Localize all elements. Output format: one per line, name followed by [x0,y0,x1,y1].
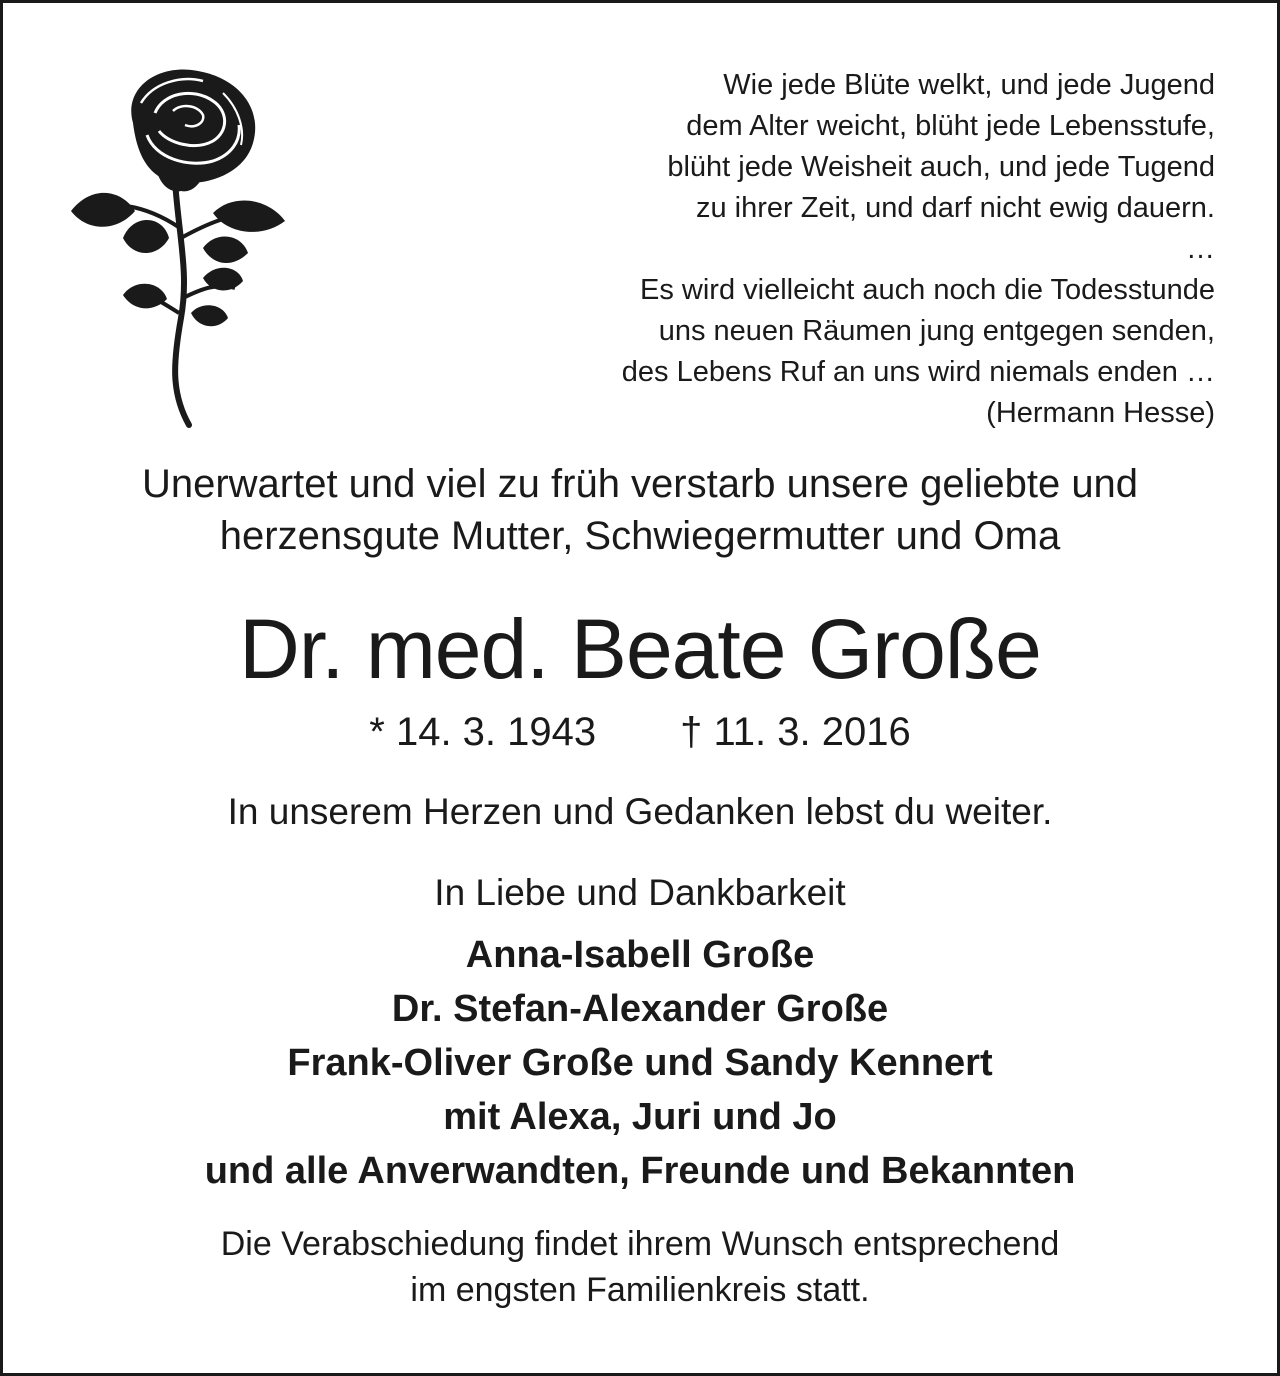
poem-author: (Hermann Hesse) [986,397,1215,429]
poem-line: des Lebens Ruf an uns wird niemals enden … [621,356,1215,388]
life-dates [3,707,1277,757]
poem-line: blüht jede Weisheit auch, und jede Tugend [667,151,1215,183]
death-date: † 11. 3. 2016 [680,710,911,754]
poem-line: dem Alter weicht, blüht jede Lebensstufe, [686,110,1215,142]
mourners-list [3,928,1277,1198]
mourner-name: Frank-Oliver Große und Sandy Kennert [287,1042,993,1084]
birth-date: * 14. 3. 1943 [369,710,597,754]
note-line-1: Die Verabschiedung findet ihrem Wunsch entsprechend [220,1225,1060,1263]
memorial-motto: In unserem Herzen und Gedanken lebst du weiter. [227,791,1053,832]
intro-text [3,458,1277,562]
poem-quote [515,65,1215,434]
poem-ellipsis: … [1186,233,1215,265]
poem-line: Es wird vielleicht auch noch die Todesstunde [640,274,1215,306]
note-line-2: im engsten Familienkreis statt. [410,1271,870,1309]
poem-line: uns neuen Räumen jung entgegen senden, [658,315,1215,347]
intro-line-1: Unerwartet und viel zu früh verstarb unsere geliebte und [141,462,1139,506]
mourners-intro: In Liebe und Dankbarkeit [434,872,846,913]
mourner-name: Dr. Stefan-Alexander Große [391,988,889,1030]
farewell-note [3,1221,1277,1313]
poem-line: zu ihrer Zeit, und darf nicht ewig dauern. [695,192,1215,224]
mourner-name: und alle Anverwandten, Freunde und Bekannten [204,1150,1076,1192]
rose-icon [63,63,293,433]
intro-line-2: herzensgute Mutter, Schwiegermutter und Oma [219,514,1061,558]
poem-line: Wie jede Blüte welkt, und jede Jugend [723,69,1215,101]
mourner-name: mit Alexa, Juri und Jo [443,1096,837,1138]
deceased-name: Dr. med. Beate Große [239,602,1041,696]
mourner-name: Anna-Isabell Große [465,934,815,976]
